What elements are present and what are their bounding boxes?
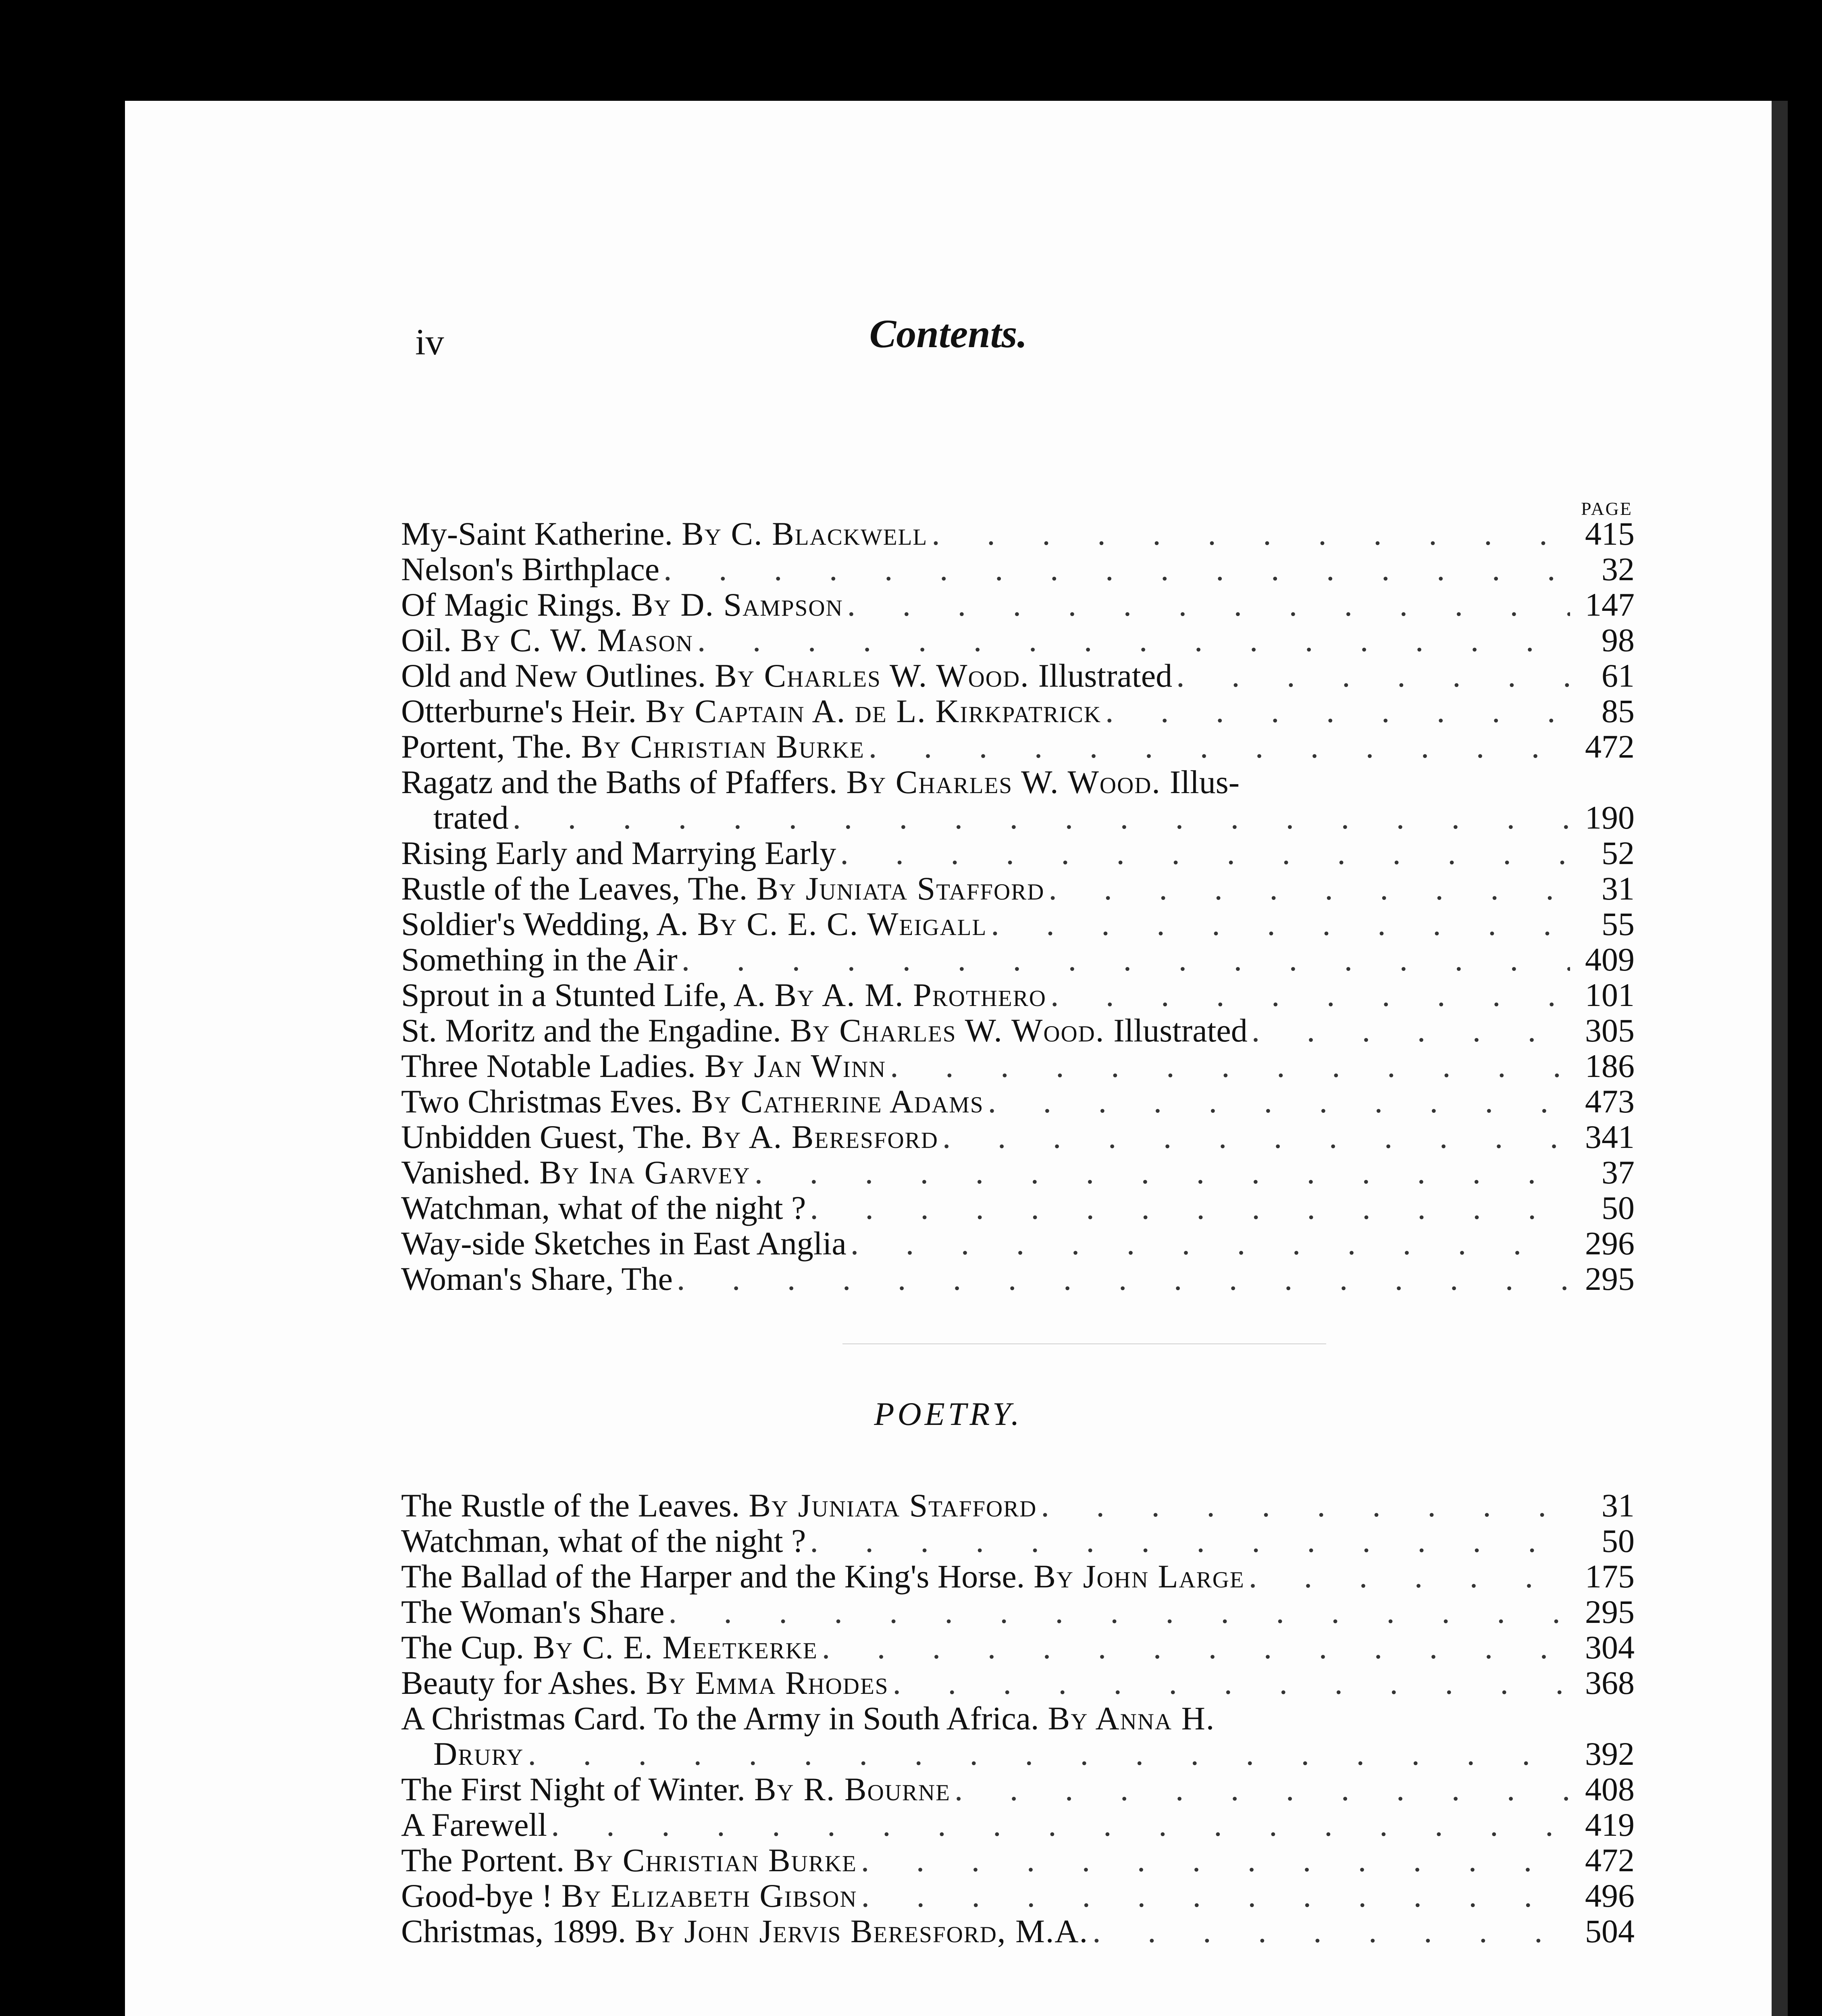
toc-entry: [401, 1665, 1635, 1701]
entry-title: Beauty for Ashes.: [401, 1664, 637, 1701]
toc-entry: [401, 1807, 1635, 1843]
entry-page-number: 415: [1585, 515, 1635, 552]
entry-author: By Charles W. Wood.: [715, 657, 1030, 694]
toc-entry: [401, 1594, 1635, 1630]
entry-author: By C. Blackwell: [682, 515, 928, 552]
dot-leader: [755, 1155, 1570, 1190]
entry-page-number: 190: [1585, 799, 1635, 836]
toc-entry: [401, 1048, 1635, 1084]
entry-page-number: 296: [1585, 1225, 1635, 1262]
entry-title: Old and New Outlines.: [401, 657, 706, 694]
entry-author: By Elizabeth Gibson: [561, 1877, 857, 1914]
entry-page-number: 55: [1602, 906, 1635, 942]
entry-title: St. Moritz and the Engadine.: [401, 1012, 781, 1049]
dot-leader: [1105, 694, 1570, 729]
dot-leader: [840, 835, 1570, 871]
toc-entry: [401, 694, 1635, 729]
entry-page-number: 305: [1585, 1012, 1635, 1049]
entry-title: Drury: [433, 1735, 524, 1772]
dot-leader: [988, 1084, 1570, 1119]
toc-entry: [401, 1084, 1635, 1119]
entry-title: Watchman, what of the night ?: [401, 1189, 806, 1226]
entry-page-number: 295: [1585, 1593, 1635, 1630]
entry-title: Christmas, 1899.: [401, 1913, 626, 1949]
dot-leader: [697, 623, 1570, 658]
dot-leader: [991, 906, 1570, 942]
section-divider: [842, 1343, 1326, 1344]
entry-title: Good-bye !: [401, 1877, 553, 1914]
entry-title: Otterburne's Heir.: [401, 693, 637, 729]
toc-entry: [401, 1878, 1635, 1914]
toc-entry: [401, 835, 1635, 871]
toc-entry: [401, 764, 1635, 800]
entry-author: By Christian Burke: [573, 1842, 857, 1879]
entry-title: Unbidden Guest, The.: [401, 1118, 693, 1155]
toc-entry: [401, 1914, 1635, 1949]
toc-entry: [401, 1190, 1635, 1226]
dot-leader: [955, 1772, 1570, 1807]
entry-author: By R. Bourne: [754, 1771, 951, 1808]
entry-page-number: 98: [1602, 622, 1635, 658]
entry-page-number: 52: [1602, 835, 1635, 871]
dot-leader: [861, 1843, 1570, 1878]
toc-entry: [401, 942, 1635, 977]
entry-author: By A. M. Prothero: [774, 977, 1046, 1013]
toc-entry: [401, 1155, 1635, 1190]
dot-leader: [932, 516, 1570, 552]
entry-page-number: 472: [1585, 1842, 1635, 1879]
entry-author: By Charles W. Wood.: [790, 1012, 1105, 1049]
entry-page-number: 408: [1585, 1771, 1635, 1808]
dot-leader: [822, 1630, 1570, 1665]
toc-entry: [401, 1013, 1635, 1048]
dot-leader: [810, 1523, 1570, 1559]
entry-page-number: 295: [1585, 1260, 1635, 1297]
entry-page-number: 473: [1585, 1083, 1635, 1120]
poetry-contents-list: [401, 1488, 1635, 1949]
entry-author: By Christian Burke: [581, 728, 865, 765]
entry-title: The Rustle of the Leaves.: [401, 1487, 740, 1524]
entry-title: The Cup.: [401, 1629, 524, 1666]
entry-title: Of Magic Rings.: [401, 586, 622, 623]
entry-author: By Jan Winn: [704, 1048, 886, 1084]
entry-title: The First Night of Winter.: [401, 1771, 745, 1808]
entry-page-number: 175: [1585, 1558, 1635, 1595]
toc-entry: [401, 1119, 1635, 1155]
entry-author: By Ina Garvey: [539, 1154, 751, 1191]
toc-entry: [401, 906, 1635, 942]
entry-title: Woman's Share, The: [401, 1260, 673, 1297]
entry-author: By Catherine Adams: [691, 1083, 984, 1120]
entry-title: Watchman, what of the night ?: [401, 1522, 806, 1559]
toc-entry: [401, 977, 1635, 1013]
entry-title: Rising Early and Marrying Early: [401, 835, 836, 871]
dot-leader: [1176, 658, 1570, 694]
entry-title: A Farewell: [401, 1806, 547, 1843]
entry-title: Two Christmas Eves.: [401, 1083, 683, 1120]
toc-entry: [401, 1226, 1635, 1261]
entry-title: Oil.: [401, 622, 452, 658]
dot-leader: [1249, 1559, 1570, 1594]
dot-leader: [851, 1226, 1570, 1261]
entry-page-number: 101: [1585, 977, 1635, 1013]
entry-author: By C. E. C. Weigall: [697, 906, 987, 942]
entry-author: By C. E. Meetkerke: [533, 1629, 818, 1666]
dot-leader: [1050, 977, 1570, 1013]
entry-author: By John Jervis Beresford, M.A.: [635, 1913, 1089, 1949]
page-gutter-shadow: [1772, 101, 1788, 2016]
entry-page-number: 341: [1585, 1118, 1635, 1155]
toc-entry: [401, 658, 1635, 694]
entry-page-number: 496: [1585, 1877, 1635, 1914]
entry-author: By A. Beresford: [701, 1118, 938, 1155]
page-column-label: PAGE: [1581, 498, 1633, 519]
folio-number: iv: [415, 321, 444, 362]
entry-note: Illustrated: [1038, 657, 1173, 694]
entry-author: By C. W. Mason: [460, 622, 693, 658]
dot-leader: [892, 1665, 1570, 1701]
entry-author: By Juniata Stafford: [749, 1487, 1037, 1524]
dot-leader: [861, 1878, 1570, 1914]
entry-author: By D. Sampson: [631, 586, 843, 623]
toc-entry: [401, 1261, 1635, 1297]
dot-leader: [513, 800, 1570, 835]
entry-title: My-Saint Katherine.: [401, 515, 673, 552]
toc-entry: [401, 1488, 1635, 1523]
dot-leader: [890, 1048, 1570, 1084]
entry-author: By Emma Rhodes: [646, 1664, 889, 1701]
entry-page-number: 37: [1602, 1154, 1635, 1191]
entry-title: Rustle of the Leaves, The.: [401, 870, 748, 907]
toc-entry: [401, 1772, 1635, 1807]
dot-leader: [810, 1190, 1570, 1226]
entry-title: A Christmas Card. To the Army in South Africa.: [401, 1700, 1039, 1737]
entry-title: Sprout in a Stunted Life, A.: [401, 977, 766, 1013]
dot-leader: [663, 552, 1570, 587]
entry-page-number: 304: [1585, 1629, 1635, 1666]
entry-title: trated: [433, 799, 509, 836]
dot-leader: [668, 1594, 1570, 1630]
entry-title: Way-side Sketches in East Anglia: [401, 1225, 847, 1262]
toc-entry: [401, 623, 1635, 658]
dot-leader: [1252, 1013, 1570, 1048]
entry-title: Something in the Air: [401, 941, 678, 978]
entry-page-number: 392: [1585, 1735, 1635, 1772]
dot-leader: [847, 587, 1570, 623]
dot-leader: [682, 942, 1570, 977]
entry-page-number: 472: [1585, 728, 1635, 765]
prose-contents-list: [401, 516, 1635, 1297]
toc-entry: [401, 1523, 1635, 1559]
dot-leader: [1048, 871, 1570, 906]
toc-entry: [401, 1843, 1635, 1878]
entry-title: Vanished.: [401, 1154, 531, 1191]
dot-leader: [1041, 1488, 1570, 1523]
entry-author: By Juniata Stafford: [756, 870, 1045, 907]
toc-entry: [401, 1559, 1635, 1594]
entry-title: The Portent.: [401, 1842, 565, 1879]
toc-entry: [401, 587, 1635, 623]
entry-page-number: 50: [1602, 1522, 1635, 1559]
entry-title: Ragatz and the Baths of Pfaffers.: [401, 764, 838, 800]
toc-entry: [401, 1736, 1635, 1772]
dot-leader: [869, 729, 1570, 764]
entry-page-number: 368: [1585, 1664, 1635, 1701]
entry-page-number: 32: [1602, 551, 1635, 587]
entry-title: The Woman's Share: [401, 1593, 665, 1630]
entry-title: The Ballad of the Harper and the King's Horse.: [401, 1558, 1025, 1595]
dot-leader: [942, 1119, 1570, 1155]
toc-entry: [401, 552, 1635, 587]
entry-note: Illus-: [1169, 764, 1240, 800]
entry-title: Soldier's Wedding, A.: [401, 906, 688, 942]
book-page: [125, 101, 1772, 2016]
toc-entry: [401, 1630, 1635, 1665]
running-head: Contents.: [869, 311, 1027, 356]
entry-page-number: 61: [1602, 657, 1635, 694]
entry-page-number: 85: [1602, 693, 1635, 729]
toc-entry: [401, 516, 1635, 552]
entry-page-number: 31: [1602, 1487, 1635, 1524]
entry-page-number: 147: [1585, 586, 1635, 623]
entry-page-number: 31: [1602, 870, 1635, 907]
toc-entry: [401, 1701, 1635, 1736]
toc-entry: [401, 729, 1635, 764]
entry-page-number: 409: [1585, 941, 1635, 978]
entry-page-number: 50: [1602, 1189, 1635, 1226]
entry-page-number: 186: [1585, 1048, 1635, 1084]
entry-author: By Anna H.: [1048, 1700, 1215, 1737]
entry-author: By Charles W. Wood.: [846, 764, 1161, 800]
toc-entry: [401, 800, 1635, 835]
toc-entry: [401, 871, 1635, 906]
entry-author: By John Large: [1034, 1558, 1245, 1595]
entry-author: By Captain A. de L. Kirkpatrick: [645, 693, 1101, 729]
entry-title: Portent, The.: [401, 728, 572, 765]
poetry-heading: POETRY.: [874, 1395, 1023, 1432]
entry-page-number: 419: [1585, 1806, 1635, 1843]
entry-title: Nelson's Birthplace: [401, 551, 660, 587]
dot-leader: [677, 1261, 1570, 1297]
dot-leader: [1092, 1914, 1570, 1949]
dot-leader: [551, 1807, 1570, 1843]
dot-leader: [528, 1736, 1570, 1772]
entry-page-number: 504: [1585, 1913, 1635, 1949]
entry-note: Illustrated: [1113, 1012, 1248, 1049]
entry-title: Three Notable Ladies.: [401, 1048, 696, 1084]
